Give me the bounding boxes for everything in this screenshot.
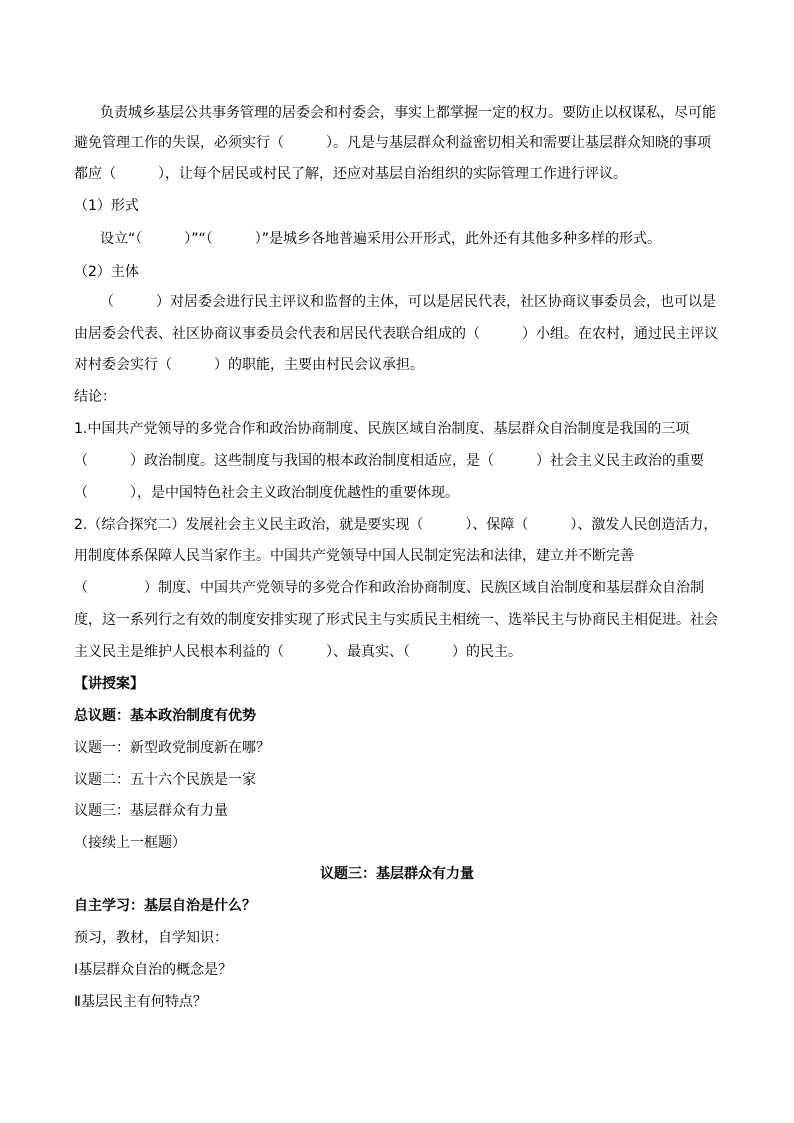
subheading-form: （1）形式 [74, 198, 139, 214]
question-item: Ⅱ基层民主有何特点？ [74, 994, 207, 1010]
question-item: Ⅰ基层群众自治的概念是？ [74, 962, 233, 978]
paragraph-line: （ ）政治制度。这些制度与我国的根本政治制度相适应，是（ ）社会主义民主政治的重要 [74, 453, 704, 469]
paragraph-line: 主义民主是维护人民根本利益的（ ）、最真实、（ ）的民主。 [74, 644, 522, 660]
main-topic-heading: 总议题：基本政治制度有优势 [74, 708, 256, 724]
paragraph-line: 用制度体系保障人民当家作主。中国共产党领导中国人民制定宪法和法律，建立并不断完善 [74, 548, 634, 564]
paragraph-line: （ ），是中国特色社会主义政治制度优越性的重要体现。 [74, 485, 459, 501]
topic-title: 议题三：基层群众有力量 [320, 866, 474, 882]
topic-item: 议题二：五十六个民族是一家 [74, 772, 256, 788]
self-study-heading: 自主学习：基层自治是什么？ [74, 898, 256, 914]
paragraph-line: （ ）对居委会进行民主评议和监督的主体，可以是居民代表，社区协商议事委员会，也可以是 [100, 294, 716, 310]
paragraph-line: 负责城乡基层公共事务管理的居委会和村委会，事实上都掌握一定的权力。要防止以权谋私，尽可能 [100, 105, 716, 121]
conclusion-label: 结论： [74, 389, 116, 405]
subheading-subject: （2）主体 [74, 264, 139, 280]
paragraph-line: 避免管理工作的失误，必须实行（ ）。凡是与基层群众利益密切相关和需要让基层群众知晓的事项 [74, 135, 711, 151]
note-line: （接续上一框题） [74, 835, 186, 851]
section-heading: 【讲授案】 [74, 676, 144, 692]
paragraph-line: 由居委会代表、社区协商议事委员会代表和居民代表联合组成的（ ）小组。在农村，通过民主评议 [74, 326, 718, 342]
paragraph-line: 都应（ ），让每个居民或村民了解，还应对基层自治组织的实际管理工作进行评议。 [74, 166, 627, 182]
topic-item: 议题一：新型政党制度新在哪？ [74, 740, 270, 756]
paragraph-line: 设立“（ ）”“（ ）”是城乡各地普遍采用公开形式，此外还有其他多种多样的形式。 [100, 231, 662, 247]
topic-item: 议题三：基层群众有力量 [74, 803, 228, 819]
paragraph-line: 预习，教材，自学知识： [74, 930, 228, 946]
paragraph-line: 对村委会实行（ ）的职能，主要由村民会议承担。 [74, 357, 424, 373]
paragraph-line: 2.（综合探究二）发展社会主义民主政治，就是要实现（ ）、保障（ ）、激发人民创造活力， [74, 517, 718, 533]
paragraph-line: 1.中国共产党领导的多党合作和政治协商制度、民族区域自治制度、基层群众自治制度是我国的三项 [74, 421, 690, 437]
paragraph-line: 度，这一系列行之有效的制度安排实现了形式民主与实质民主相统一、选举民主与协商民主相促进。社会 [74, 612, 718, 628]
paragraph-line: （ ）制度、中国共产党领导的多党合作和政治协商制度、民族区域自治制度和基层群众自治制 [74, 580, 704, 596]
